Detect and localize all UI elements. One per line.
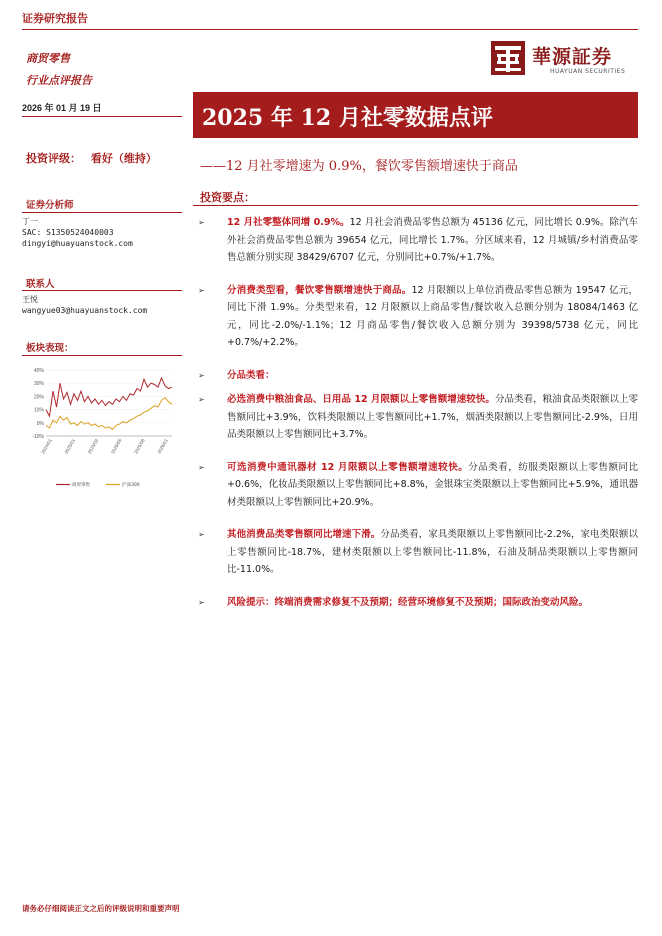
x-tick-label: 2026/01: [156, 438, 169, 455]
key-point-item: [198, 594, 638, 612]
key-points-divider: [193, 205, 638, 206]
contact-email[interactable]: wangyue03@huayuanstock.com: [22, 306, 148, 315]
legend-label: 沪深300: [122, 483, 140, 488]
bullet-arrow-icon: ➢: [198, 462, 205, 472]
y-tick-label: 0%: [36, 420, 44, 427]
key-point-highlight: 分品类看：: [227, 369, 275, 381]
key-point-item: [198, 391, 638, 444]
key-point-item: [198, 282, 638, 352]
key-point-highlight: 分消费类型看，餐饮零售额增速快于商品。: [227, 284, 412, 296]
key-point-text: 分品类看，粮油食品类限额以上零售额同比+3.9%，饮料类限额以上零售额同比+1.7%，烟酒类限额以上零售额同比-2.9%，日用品类限额以上零售额同比+3.7%。: [227, 394, 638, 440]
huayuan-logo-icon: [490, 40, 526, 76]
company-logo: [490, 40, 640, 80]
bullet-arrow-icon: ➢: [198, 370, 205, 380]
analyst-heading: 证券分析师: [26, 200, 74, 211]
key-points-heading: 投资要点：: [200, 191, 255, 204]
key-point-highlight: 风险提示：终端消费需求修复不及预期；经营环境修复不及预期；国际政治变动风险。: [227, 596, 589, 608]
disclaimer-footer: 请务必仔细阅读正文之后的评级说明和重要声明: [22, 904, 180, 913]
logo-name-cn: 華源証券: [532, 46, 613, 68]
bullet-arrow-icon: ➢: [198, 597, 205, 607]
x-tick-label: 2025/05: [109, 438, 123, 455]
key-point-text: 12 月限额以上单位消费品零售总额为 19547 亿元，同比下滑 1.9%。分类型来看，12 月限额以上商品零售/餐饮收入总额分别为 18084/1463 亿元，同比-2.0%/-1.1%；12 月商品零售/餐饮收入总额分别为 39398/5738 亿元，同比+0.7%/+2.2%。: [227, 284, 638, 348]
key-point-highlight: 可选消费中通讯器材 12 月限额以上零售额增速较快。: [227, 461, 469, 473]
report-date: 2026 年 01 月 19 日: [22, 103, 102, 113]
y-tick-label: 10%: [33, 407, 44, 414]
logo-name-en: HUAYUAN SECURITIES: [550, 68, 626, 75]
top-divider: [22, 29, 638, 30]
report-title: 2025 年 12 月社零数据点评: [202, 105, 493, 131]
series-line: [46, 398, 172, 430]
contact-divider: [22, 290, 182, 291]
y-tick-label: 30%: [33, 381, 44, 388]
performance-divider: [22, 355, 182, 356]
rating-value: 看好（维持）: [90, 152, 157, 165]
bullet-arrow-icon: ➢: [198, 218, 205, 227]
analyst-name: 丁一: [22, 217, 38, 226]
key-point-text: 分品类看，纺服类限额以上零售额同比+0.6%，化妆品类限额以上零售额同比+8.8%，金银珠宝类限额以上零售额同比+5.9%，通讯器材类限额以上零售额同比+20.9%。: [227, 461, 638, 508]
key-point-highlight: 其他消费品类零售额同比增速下滑。: [227, 529, 381, 540]
key-point-highlight: 必选消费中粮油食品、日用品 12 月限额以上零售额增速较快。: [227, 394, 495, 405]
performance-heading: 板块表现：: [26, 343, 74, 354]
bullet-arrow-icon: ➢: [198, 530, 205, 539]
report-subtitle: ——12 月社零增速为 0.9%，餐饮零售额增速快于商品: [200, 159, 518, 174]
key-point-item: [198, 367, 638, 385]
bullet-arrow-icon: ➢: [198, 285, 205, 295]
investment-rating: [26, 150, 157, 166]
series-line: [46, 378, 172, 416]
contact-heading: 联系人: [26, 279, 55, 290]
key-point-item: [198, 214, 638, 267]
analyst-email[interactable]: dingyi@huayuanstock.com: [22, 239, 133, 248]
key-points-list: [198, 214, 638, 611]
y-tick-label: -10%: [32, 434, 44, 440]
sector-label: 商贸零售: [26, 52, 70, 65]
contact-name: 王悦: [22, 295, 38, 304]
x-tick-label: 2025/01: [63, 438, 77, 455]
contact-info: [22, 294, 147, 316]
x-tick-label: 2024/01: [40, 438, 53, 455]
key-point-text: 12 月社会消费品零售总额为 45136 亿元，同比增长 0.9%。除汽车外社会消费品零售总额为 39654 亿元，同比增长 1.7%。分区域来看，12 月城镇/乡村消费品零售总额分别实现 38429/6707 亿元，分别同比+0.7%/+1.7%。: [227, 217, 639, 263]
x-tick-label: 2025/08: [133, 438, 146, 455]
analyst-info: [22, 216, 133, 249]
key-point-highlight: 12 月社零整体同增 0.9%。: [227, 217, 350, 228]
analyst-sac: SAC: S1350524040003: [22, 228, 114, 237]
title-banner: [193, 92, 638, 138]
key-point-item: [198, 459, 638, 512]
x-tick-label: 2025/03: [86, 438, 100, 455]
rating-label: 投资评级：: [26, 152, 81, 165]
date-divider: [22, 116, 182, 117]
analyst-divider: [22, 212, 182, 213]
doc-type-label: 证券研究报告: [22, 12, 88, 25]
y-tick-label: 40%: [33, 368, 44, 374]
bullet-arrow-icon: ➢: [198, 395, 205, 404]
y-tick-label: 20%: [33, 394, 44, 401]
key-point-text: 分品类看，家具类限额以上零售额同比-2.2%，家电类限额以上零售额同比-18.7%，建材类限额以上零售额同比-11.8%，石油及制品类限额以上零售额同比-11.0%。: [227, 529, 638, 575]
key-point-item: [198, 526, 638, 579]
report-type-label: 行业点评报告: [26, 74, 92, 87]
legend-label: 商贸零售: [72, 483, 90, 488]
sector-performance-chart: [22, 360, 182, 490]
